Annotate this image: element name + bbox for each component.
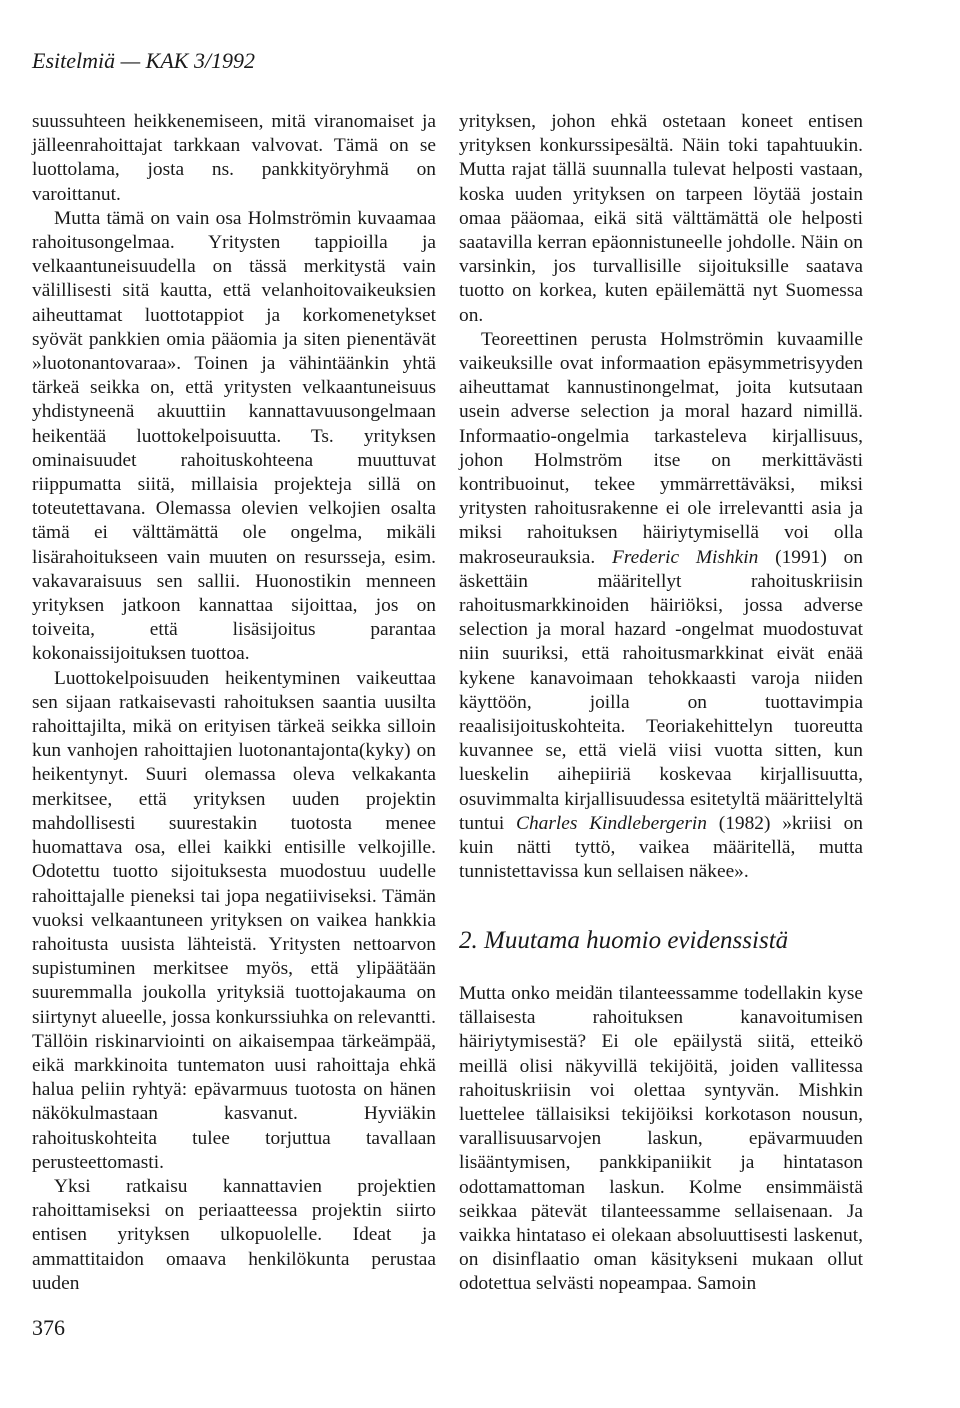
left-paragraph-2: Mutta tämä on vain osa Holmströmin kuvaamaa rahoitusongelmaa. Yritysten tappioilla ja velkaantuneisuudella on tässä merkitystä vain välillisesti sitä kautta, että velanhoitovaikeuksien aiheuttamat luottotappiot ja korkomenetykset syövät pankkien omia pääomia ja siten pienentävät »luotonantovaraa». Toinen ja vähintäänkin yhtä tärkeä seikka on, että yritysten velkaantuneisuus yhdistyneenä akuuttiin kannattavuusongelmaan heikentää luottokelpoisuutta. Ts. yrityksen ominaisuudet rahoituskohteena muuttuvat riippumatta siitä, millaisia projekteja sillä on toteutettavana. Olemassa olevien velkojien osalta tämä ei välttämättä ole ongelma, mikäli lisärahoitukseen vain muuten on resursseja, esim. vakavaraisuus sen sallii. Huonostikin menneen yrityksen jatkoon kannattaa sijoittaa, jos on toiveita, että lisäsijoitus parantaa kokonaissijoituksen tuottoa. (32, 207, 436, 665)
right-paragraph-2 (459, 328, 863, 885)
author-kindleberger: Charles Kindlebergerin (516, 812, 707, 834)
right-column (459, 110, 863, 885)
right-column-lower (459, 982, 863, 1297)
right-paragraph-2-part-a: Teoreettinen perusta Holmströmin kuvaamille vaikeuksille ovat informaation epäsymmetrisyyden aiheuttamat kannustinongelmat, joita kutsutaan usein adverse selection ja moral hazard nimillä. Informaatio-ongelmia tarkasteleva kirjallisuus, johon Holmström itse on merkittävästi kontribuoinut, tekee ymmärrettäväksi, miksi yritysten rahoitusrakenne ei ole irrelevantti asia ja miksi rahoituksen häiriytymisellä voi olla makroseurauksia. (459, 328, 863, 568)
section-heading: 2. Muutama huomio evidenssistä (459, 927, 789, 954)
left-paragraph-3: Luottokelpoisuuden heikentyminen vaikeuttaa sen sijaan ratkaisevasti rahoituksen saantia uusilta rahoittajilta, mikä on erityisen tärkeä seikka silloin kun vanhojen rahoittajien luotonantajonta(kyky) on heikentynyt. Suuri olemassa oleva velkakanta merkitsee, että yrityksen uuden projektin mahdollisesti suurestakin tuotosta menee huomattava osa, ellei kaikki entisille velkojille. Odotettu tuotto sijoituksesta muodostuu uudelle rahoittajalle pieneksi tai jopa negatiiviseksi. Tämän vuoksi velkaantuneen yrityksen on vaikea hankkia rahoitusta uusista lähteistä. Yritysten nettoarvon supistuminen merkitsee myös, että ylipäätään suuremmalla joukolla yrityksiä tuottojakauma on siirtynyt alueelle, jossa konkurssiuhka on relevantti. Tällöin riskinarviointi on aikaisempaa tärkeämpää, eikä markkinoita tuntematon uusi rahoittaja ehkä halua peliin ryhtyä: epävarmuus tuotosta on hänen näkökulmastaan kasvanut. Hyviäkin rahoituskohteita tulee torjuttua tavallaan perusteettomasti. (32, 667, 436, 1173)
left-column (32, 110, 436, 1296)
right-paragraph-2-part-b: (1991) on äskettäin määritellyt rahoituskriisin rahoitusmarkkinoiden häiriöksi, jossa adverse selection ja moral hazard -ongelmat muodostuvat niin suuriksi, että rahoitusmarkkinat eivät enää kykene kanavoimaan tehokkaasti varoja niiden käyttöön, joilla on tuottavimpia reaalisijoituskohteita. Teoriakehittelyn tuoreutta kuvannee se, että vielä viisi vuotta sitten, kun lueskelin aihepiiriä koskevaa kirjallisuutta, osuvimmalta kirjallisuudessa esitetyltä määrittelyltä tuntui (459, 546, 863, 834)
left-paragraph-1: suussuhteen heikkenemiseen, mitä viranomaiset ja jälleenrahoittajat tarkkaan valvovat. Tämä on se luottolama, josta ns. pankkityöryhmä on varoittanut. (32, 111, 436, 205)
right-paragraph-1: yrityksen, johon ehkä ostetaan koneet entisen yrityksen konkurssipesältä. Näin toki tapahtuukin. Mutta rajat tällä suunnalla tulevat helposti vastaan, koska uuden yrityksen on tarpeen löytää jostain omaa pääomaa, eikä sitä välttämättä ole helposti saatavilla kerran epäonnistuneelle johdolle. Näin on varsinkin, jos turvallisille sijoituksille saatava tuotto on korkea, kuten epäilemättä nyt Suomessa on. (459, 111, 863, 326)
right-paragraph-3: Mutta onko meidän tilanteessamme todellakin kyse tällaisesta rahoituksen kanavoitumisen häiriytymisestä? Ei ole epäilystä siitä, etteikö meillä olisi näkyvillä tekijöitä, joiden vallitessa rahoituskriisin voi olettaa syntyvän. Mishkin luettelee tällaisiksi tekijöiksi korkotason nousun, varallisuusarvojen laskun, epävarmuuden lisääntymisen, pankkipaniikit ja hintatason odottamattoman laskun. Kolme ensimmäistä seikkaa pätevät tilanteessamme sellaisenaan. Ja vaikka hintataso ei olekaan absoluuttisesti laskenut, on disinflaatio oman käsitykseni mukaan ollut odotettua selvästi nopeampaa. Samoin (459, 983, 863, 1295)
page-number: 376 (32, 1315, 65, 1340)
running-head: Esitelmiä — KAK 3/1992 (32, 48, 256, 73)
left-paragraph-4: Yksi ratkaisu kannattavien projektien rahoittamiseksi on periaatteessa projektin siirto entisen yrityksen ulkopuolelle. Ideat ja ammattitaidon omaava henkilökunta perustaa uuden (32, 1175, 436, 1294)
right-paragraph-2-part-c: (1982) »kriisi on kuin nätti tyttö, vaikea määritellä, mutta tunnistettavissa kun sellaisen näkee». (459, 812, 863, 883)
author-mishkin: Frederic Mishkin (612, 546, 759, 568)
